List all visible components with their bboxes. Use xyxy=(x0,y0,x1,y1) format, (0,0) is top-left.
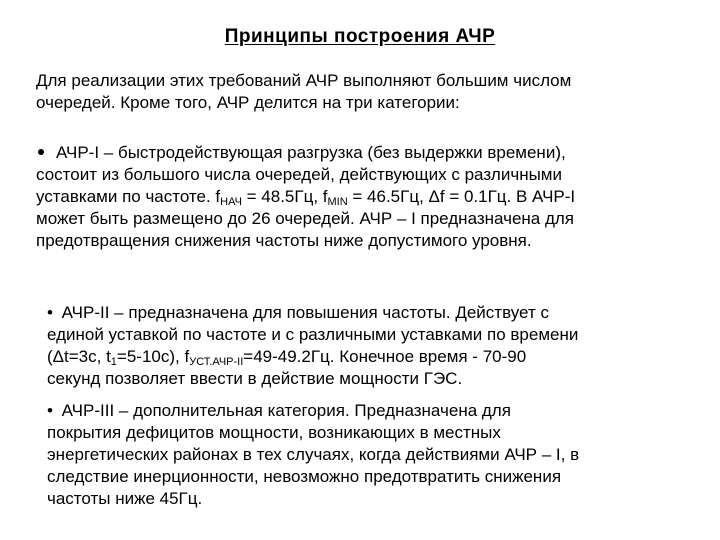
bullet-marker: • xyxy=(47,401,53,420)
bullet-text: (Δt=3с, t xyxy=(47,347,111,366)
bullet-line xyxy=(47,346,578,368)
bullet-line: частоты ниже 45Гц. xyxy=(47,489,203,508)
bullet-text: =49-49.2Гц. Конечное время - 70-90 xyxy=(243,347,527,366)
bullet-achr-3 xyxy=(47,400,579,510)
bullet-line: предотвращения снижения частоты ниже допустимого уровня. xyxy=(36,231,532,250)
bullet-achr-1 xyxy=(36,142,575,252)
bullet-dot-icon xyxy=(38,149,44,155)
bullet-marker: • xyxy=(47,303,53,322)
bullet-line: энергетических районах в тех случаях, когда действиями АЧР – I, в xyxy=(47,445,580,464)
bullet-line: секунд позволяет ввести в действие мощности ГЭС. xyxy=(47,369,463,388)
bullet-line: может быть размещено до 26 очередей. АЧР – I предназначена для xyxy=(36,209,575,228)
bullet-achr-2 xyxy=(47,302,578,390)
page-title xyxy=(0,26,720,48)
bullet-text: АЧР-I – быстродействующая разгрузка (без выдержки времени), xyxy=(56,143,566,162)
bullet-text: =5-10с), f xyxy=(116,347,190,366)
page-title-text: Принципы построения АЧР xyxy=(224,26,496,47)
bullet-text: АЧР-II – предназначена для повышения частоты. Действует с xyxy=(56,303,549,322)
subscript-text: MIN xyxy=(327,196,348,208)
bullet-line xyxy=(36,186,575,208)
intro-paragraph xyxy=(36,70,571,114)
bullet-line xyxy=(47,400,579,422)
bullet-text: = 48.5Гц, f xyxy=(241,187,328,206)
bullet-line: покрытия дефицитов мощности, возникающих в местных xyxy=(47,423,501,442)
bullet-text: уставками по частоте. f xyxy=(36,187,221,206)
bullet-text: АЧР-III – дополнительная категория. Предназначена для xyxy=(56,401,511,420)
intro-line: очередей. Кроме того, АЧР делится на три категории: xyxy=(36,93,460,112)
bullet-text: = 46.5Гц, Δf = 0.1Гц. В АЧР-I xyxy=(347,187,576,206)
bullet-line xyxy=(47,302,578,324)
subscript-text: 1 xyxy=(110,356,117,368)
bullet-line xyxy=(36,142,575,164)
subscript-text: НАЧ xyxy=(220,196,242,208)
bullet-line: следствие инерционности, невозможно предотвратить снижения xyxy=(47,467,562,486)
subscript-text: УСТ.АЧР-II xyxy=(189,356,244,368)
bullet-line: единой уставкой по частоте и с различными уставками по времени xyxy=(47,325,579,344)
bullet-line: состоит из большого числа очередей, действующих с различными xyxy=(36,165,562,184)
intro-line: Для реализации этих требований АЧР выполняют большим числом xyxy=(36,71,572,90)
